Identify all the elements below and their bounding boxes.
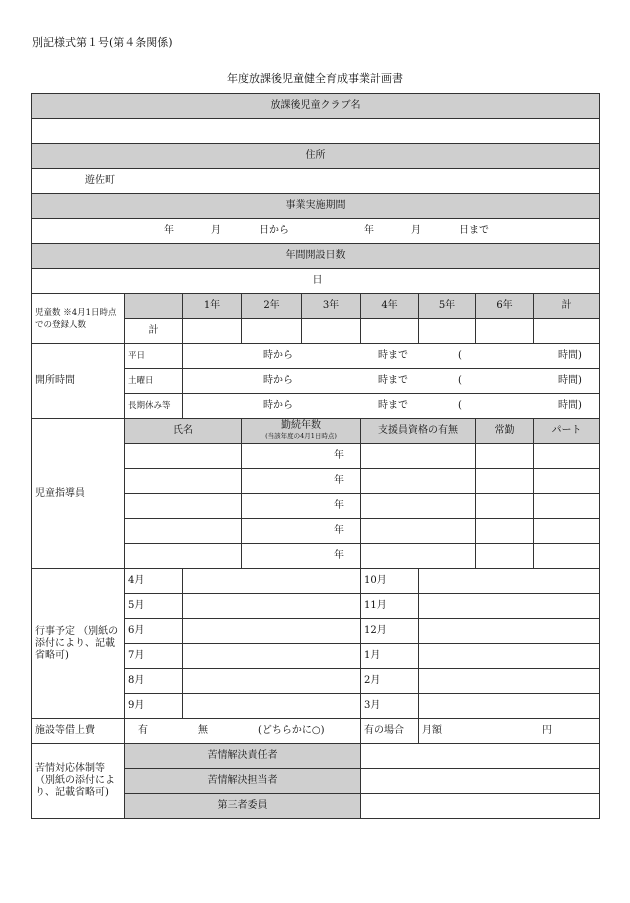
children-count-label: 児童数 ※4月1日時点での登録人数 bbox=[32, 294, 125, 344]
event-month-label: 1月 bbox=[361, 644, 419, 669]
grade-6-header: 6年 bbox=[476, 294, 534, 319]
event-field[interactable] bbox=[419, 694, 600, 719]
club-name-field[interactable] bbox=[32, 119, 600, 144]
complaint-role-label: 苦情解決担当者 bbox=[125, 769, 361, 794]
staff-name-header: 氏名 bbox=[125, 419, 242, 444]
event-field[interactable] bbox=[183, 619, 361, 644]
hours-day-weekday: 平日 bbox=[125, 344, 183, 369]
facility-if-yes-label: 有の場合 bbox=[361, 719, 419, 744]
event-field[interactable] bbox=[183, 694, 361, 719]
plan-form-table bbox=[31, 93, 600, 819]
event-month-label: 11月 bbox=[361, 594, 419, 619]
complaint-role-field[interactable] bbox=[361, 744, 600, 769]
event-month-label: 6月 bbox=[125, 619, 183, 644]
event-month-label: 12月 bbox=[361, 619, 419, 644]
event-month-label: 7月 bbox=[125, 644, 183, 669]
grade-2-header: 2年 bbox=[242, 294, 302, 319]
grade-3-header: 3年 bbox=[302, 294, 361, 319]
complaint-role-field[interactable] bbox=[361, 769, 600, 794]
form-number: 別記様式第１号(第４条関係) bbox=[32, 36, 173, 49]
grade-2-count[interactable] bbox=[242, 319, 302, 344]
staff-row: 年 bbox=[32, 444, 600, 469]
event-field[interactable] bbox=[419, 644, 600, 669]
staff-fulltime-header: 常勤 bbox=[476, 419, 534, 444]
facility-label: 施設等借上費 bbox=[32, 719, 125, 744]
grade-4-count[interactable] bbox=[361, 319, 419, 344]
staff-row: 年 bbox=[32, 469, 600, 494]
staff-qualification-header: 支援員資格の有無 bbox=[361, 419, 476, 444]
event-field[interactable] bbox=[419, 569, 600, 594]
event-field[interactable] bbox=[419, 619, 600, 644]
open-days-label: 年間開設日数 bbox=[32, 244, 600, 269]
event-month-label: 10月 bbox=[361, 569, 419, 594]
events-label: 行事予定 （別紙の添付により、記載省略可) bbox=[32, 569, 125, 719]
staff-row: 年 bbox=[32, 519, 600, 544]
grade-5-header: 5年 bbox=[419, 294, 476, 319]
staff-row: 年 bbox=[32, 544, 600, 569]
event-month-label: 4月 bbox=[125, 569, 183, 594]
complaints-label: 苦情対応体制等 （別紙の添付により、記載省略可) bbox=[32, 744, 125, 819]
staff-years-header: 勤続年数 (当該年度の4月1日時点) bbox=[242, 419, 361, 444]
event-field[interactable] bbox=[419, 594, 600, 619]
grade-1-count[interactable] bbox=[183, 319, 242, 344]
event-field[interactable] bbox=[183, 569, 361, 594]
grade-5-count[interactable] bbox=[419, 319, 476, 344]
staff-row: 年 bbox=[32, 494, 600, 519]
hours-saturday-field[interactable]: 時から 時まで ( 時間) bbox=[183, 369, 600, 394]
staff-label: 児童指導員 bbox=[32, 419, 125, 569]
grade-total-count[interactable] bbox=[534, 319, 600, 344]
address-value: 遊佐町 bbox=[85, 175, 115, 186]
address-field[interactable] bbox=[32, 169, 600, 194]
event-field[interactable] bbox=[183, 669, 361, 694]
grade-1-header: 1年 bbox=[183, 294, 242, 319]
club-name-label: 放課後児童クラブ名 bbox=[32, 94, 600, 119]
hours-day-holidays: 長期休み等 bbox=[125, 394, 183, 419]
event-month-label: 8月 bbox=[125, 669, 183, 694]
complaint-role-field[interactable] bbox=[361, 794, 600, 819]
period-label: 事業実施期間 bbox=[32, 194, 600, 219]
hours-holidays-field[interactable]: 時から 時まで ( 時間) bbox=[183, 394, 600, 419]
event-month-label: 9月 bbox=[125, 694, 183, 719]
event-field[interactable] bbox=[183, 594, 361, 619]
children-total-label: 計 bbox=[125, 319, 183, 344]
event-month-label: 5月 bbox=[125, 594, 183, 619]
hours-label: 開所時間 bbox=[32, 344, 125, 419]
event-month-label: 2月 bbox=[361, 669, 419, 694]
facility-monthly-field[interactable]: 月額 円 bbox=[419, 719, 600, 744]
facility-choice[interactable]: 有 無 (どちらかに○) bbox=[125, 719, 361, 744]
grade-3-count[interactable] bbox=[302, 319, 361, 344]
event-field[interactable] bbox=[419, 669, 600, 694]
staff-parttime-header: パート bbox=[534, 419, 600, 444]
complaint-role-label: 第三者委員 bbox=[125, 794, 361, 819]
grade-6-count[interactable] bbox=[476, 319, 534, 344]
address-label: 住所 bbox=[32, 144, 600, 169]
grade-total-header: 計 bbox=[534, 294, 600, 319]
grade-4-header: 4年 bbox=[361, 294, 419, 319]
event-month-label: 3月 bbox=[361, 694, 419, 719]
document-title: 年度放課後児童健全育成事業計画書 bbox=[227, 72, 403, 85]
hours-weekday-field[interactable]: 時から 時まで ( 時間) bbox=[183, 344, 600, 369]
period-field[interactable]: 年 月 日から 年 月 日まで bbox=[32, 219, 600, 244]
open-days-field[interactable]: 日 bbox=[32, 269, 600, 294]
event-field[interactable] bbox=[183, 644, 361, 669]
hours-day-saturday: 土曜日 bbox=[125, 369, 183, 394]
complaint-role-label: 苦情解決責任者 bbox=[125, 744, 361, 769]
